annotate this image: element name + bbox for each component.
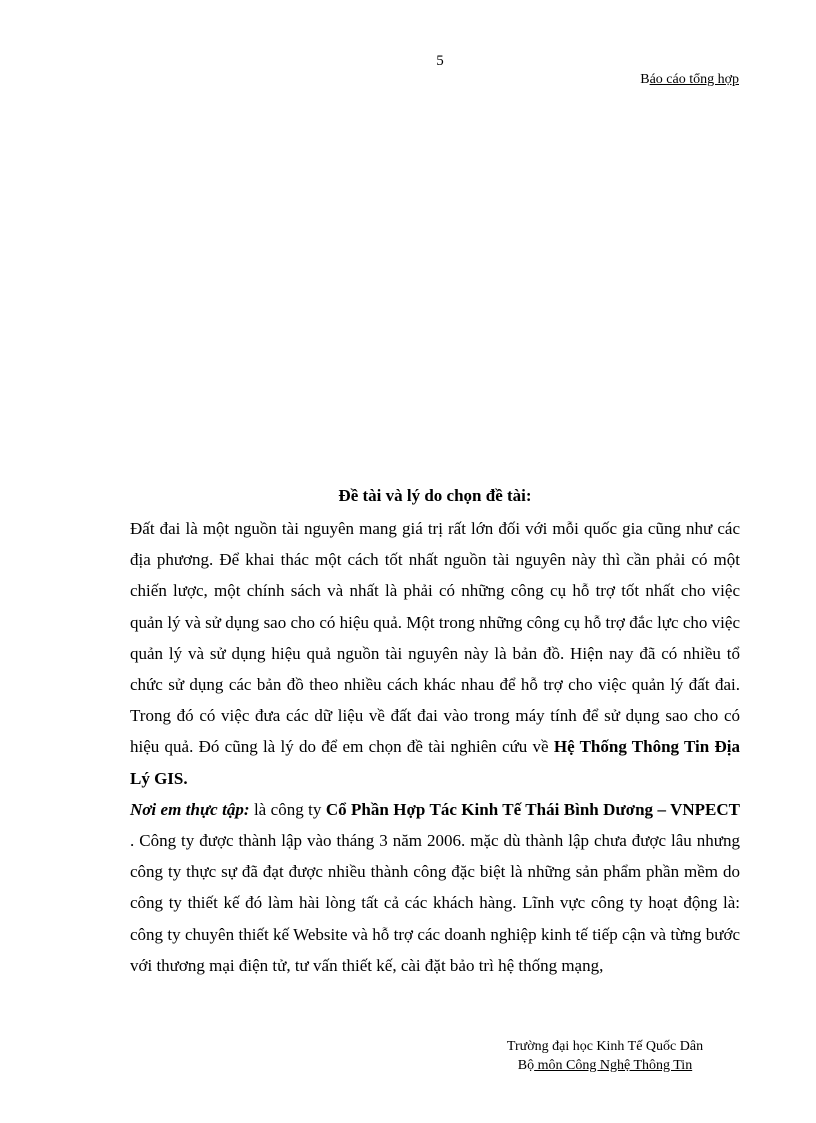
topic-highlight: Hệ Thống Thông Tin Địa Lý GIS.: [130, 737, 740, 788]
header-title-rest: áo cáo tổng hợp: [649, 72, 739, 87]
internship-label: Nơi em thực tập:: [130, 799, 250, 819]
paragraph-internship: [130, 794, 740, 981]
footer-department-initial: Bộ: [517, 1058, 535, 1073]
footer-department-rest: môn Công Nghệ Thông Tin: [534, 1058, 693, 1073]
footer-department: [470, 1056, 740, 1075]
page-footer: [470, 1037, 740, 1075]
page-number: 5: [436, 53, 444, 69]
header-title-initial: B: [640, 72, 650, 87]
company-name: Cổ Phần Hợp Tác Kinh Tế Thái Bình Dương – VNPECT: [325, 799, 740, 819]
running-header-title: [640, 72, 739, 88]
paragraph-reason: [130, 513, 740, 794]
section-heading: Đề tài và lý do chọn đề tài:: [338, 486, 532, 505]
footer-university: Trường đại học Kinh Tế Quốc Dân: [506, 1039, 704, 1054]
paragraph-reason-text: Đất đai là một nguồn tài nguyên mang giá trị rất lớn đối với mỗi quốc gia cũng như các địa phương. Để khai thác một cách tốt nhất nguồn tài nguyên này thì cần phải có một chiến lược, một chính sách và nhất là phải có những công cụ hỗ trợ tốt nhất cho việc quản lý và sử dụng sao cho có hiệu quả. Một trong những công cụ hỗ trợ đắc lực cho việc quản lý và sử dụng hiệu quả nguồn tài nguyên này là bản đồ. Hiện nay đã có nhiều tổ chức sử dụng các bản đồ theo nhiều cách khác nhau để hỗ trợ cho việc quản lý đất đai. Trong đó có việc đưa các dữ liệu về đất đai vào trong máy tính để sử dụng sao cho có hiệu quả. Đó cũng là lý do để em chọn đề tài nghiên cứu về: [130, 519, 740, 757]
body-text: [130, 513, 740, 981]
internship-text: . Công ty được thành lập vào tháng 3 năm 2006. mặc dù thành lập chưa được lâu nhưng công ty thực sự đã đạt được nhiều thành công đặc biệt là những sản phẩm phần mềm do công ty thiết kế đó làm hài lòng tất cả các khách hàng. Lĩnh vực công ty hoạt động là: công ty chuyên thiết kế Website và hỗ trợ các doanh nghiệp kinh tế tiếp cận và từng bước với thương mại điện tử, tư vấn thiết kế, cài đặt bảo trì hệ thống mạng,: [130, 831, 740, 975]
internship-intro: là công ty: [249, 799, 326, 819]
